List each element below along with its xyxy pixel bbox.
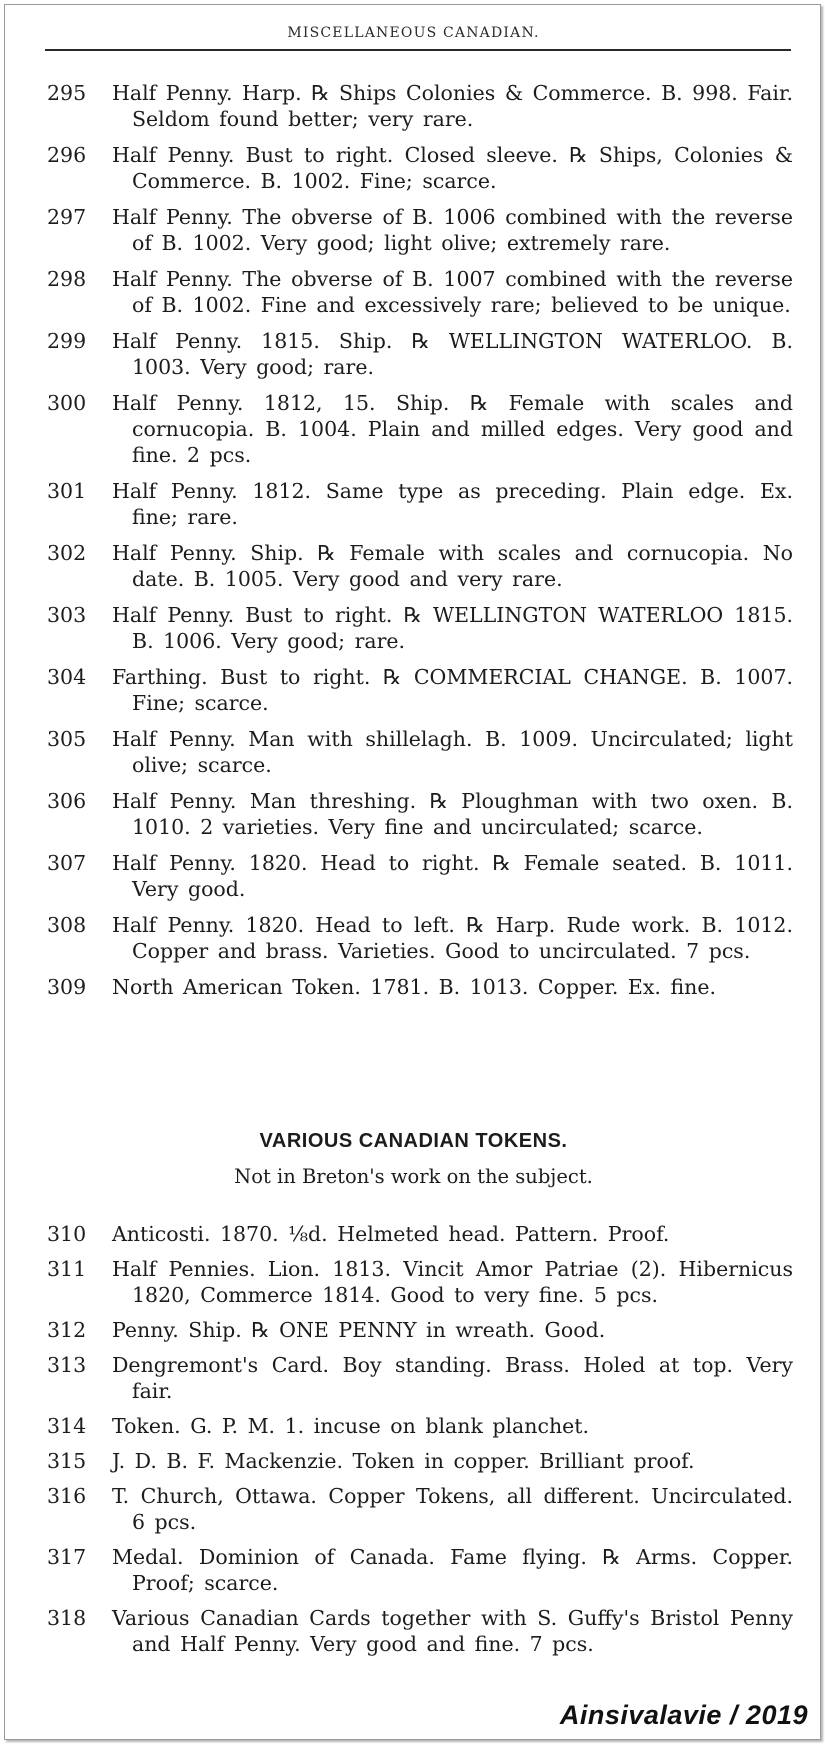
lot-number: 318	[47, 1606, 87, 1630]
watermark: Ainsivalavie / 2019	[559, 1700, 808, 1730]
lot-description: Farthing. Bust to right. ℞ COMMERCIAL CHANGE. B. 1007. Fine; scarce.	[112, 665, 793, 715]
lot-description: Half Pennies. Lion. 1813. Vincit Amor Patriae (2). Hibernicus 1820, Commerce 1814. Good to very fine. 5 pcs.	[112, 1257, 793, 1307]
lot-number: 298	[47, 267, 87, 291]
lot-number: 305	[47, 727, 87, 751]
lot-entry	[5, 478, 821, 530]
lot-entry	[5, 1483, 821, 1535]
lot-number: 300	[47, 391, 87, 415]
lot-entry	[5, 328, 821, 380]
lot-description: J. D. B. F. Mackenzie. Token in copper. Brilliant proof.	[112, 1449, 695, 1473]
lot-description: Half Penny. Man with shillelagh. B. 1009. Uncirculated; light olive; scarce.	[112, 727, 793, 777]
header-rule	[45, 49, 791, 51]
lot-number: 309	[47, 975, 87, 999]
lot-entry	[5, 602, 821, 654]
lot-number: 313	[47, 1353, 87, 1377]
lot-description: T. Church, Ottawa. Copper Tokens, all different. Uncirculated. 6 pcs.	[112, 1484, 793, 1534]
lot-entry	[5, 80, 821, 132]
lot-number: 306	[47, 789, 87, 813]
lot-number: 307	[47, 851, 87, 875]
lot-entry	[5, 266, 821, 318]
lot-description: Medal. Dominion of Canada. Fame flying. ℞ Arms. Copper. Proof; scarce.	[112, 1545, 793, 1595]
lot-entry	[5, 726, 821, 778]
lot-entry	[5, 390, 821, 468]
lot-number: 299	[47, 329, 87, 353]
lot-description: Various Canadian Cards together with S. Guffy's Bristol Penny and Half Penny. Very good and fine. 7 pcs.	[112, 1606, 793, 1656]
lot-entry	[5, 1605, 821, 1657]
lot-number: 308	[47, 913, 87, 937]
lot-description: North American Token. 1781. B. 1013. Copper. Ex. fine.	[112, 975, 716, 999]
lot-description: Half Penny. Ship. ℞ Female with scales and cornucopia. No date. B. 1005. Very good and very rare.	[112, 541, 793, 591]
section-subheading: Not in Breton's work on the subject.	[234, 1165, 593, 1188]
lot-entry	[5, 142, 821, 194]
lot-number: 312	[47, 1318, 87, 1342]
running-head: MISCELLANEOUS CANADIAN.	[287, 25, 540, 41]
lot-number: 297	[47, 205, 87, 229]
lot-description: Half Penny. 1812. Same type as preceding. Plain edge. Ex. fine; rare.	[112, 479, 793, 529]
lot-description: Penny. Ship. ℞ ONE PENNY in wreath. Good.	[112, 1318, 606, 1342]
lot-number: 315	[47, 1449, 87, 1473]
lot-description: Anticosti. 1870. ⅛d. Helmeted head. Pattern. Proof.	[112, 1222, 670, 1246]
lot-description: Half Penny. Bust to right. ℞ WELLINGTON WATERLOO 1815. B. 1006. Very good; rare.	[112, 603, 793, 653]
lot-number: 316	[47, 1484, 87, 1508]
lot-entry	[5, 788, 821, 840]
lot-description: Half Penny. Harp. ℞ Ships Colonies & Commerce. B. 998. Fair. Seldom found better; very rare.	[112, 81, 794, 131]
lot-entry	[5, 1448, 821, 1474]
lot-number: 303	[47, 603, 87, 627]
lot-entry	[5, 664, 821, 716]
lot-number: 302	[47, 541, 87, 565]
lot-entry	[5, 974, 821, 1000]
lot-number: 304	[47, 665, 87, 689]
lot-number: 317	[47, 1545, 87, 1569]
lot-description: Half Penny. The obverse of B. 1007 combined with the reverse of B. 1002. Fine and excessively rare; believed to be unique.	[112, 267, 793, 317]
lot-number: 314	[47, 1414, 87, 1438]
lot-entry	[5, 540, 821, 592]
lot-entry	[5, 912, 821, 964]
lot-description: Half Penny. 1812, 15. Ship. ℞ Female with scales and cornucopia. B. 1004. Plain and milled edges. Very good and fine. 2 pcs.	[112, 391, 793, 467]
lot-entry	[5, 1352, 821, 1404]
lot-list-various-tokens	[5, 1221, 821, 1666]
lot-description: Half Penny. Man threshing. ℞ Ploughman with two oxen. B. 1010. 2 varieties. Very fine and uncirculated; scarce.	[112, 789, 793, 839]
lot-number: 311	[47, 1257, 87, 1281]
lot-entry	[5, 1413, 821, 1439]
lot-entry	[5, 1544, 821, 1596]
lot-number: 296	[47, 143, 87, 167]
lot-description: Half Penny. 1815. Ship. ℞ WELLINGTON WATERLOO. B. 1003. Very good; rare.	[112, 329, 793, 379]
catalog-page	[4, 4, 821, 1740]
section-heading: VARIOUS CANADIAN TOKENS.	[259, 1130, 568, 1152]
lot-number: 301	[47, 479, 87, 503]
lot-description: Half Penny. 1820. Head to left. ℞ Harp. Rude work. B. 1012. Copper and brass. Varieties. Good to uncirculated. 7 pcs.	[112, 913, 793, 963]
lot-entry	[5, 850, 821, 902]
lot-description: Token. G. P. M. 1. incuse on blank planchet.	[112, 1414, 590, 1438]
lot-description: Half Penny. The obverse of B. 1006 combined with the reverse of B. 1002. Very good; light olive; extremely rare.	[112, 205, 793, 255]
lot-entry	[5, 1317, 821, 1343]
lot-entry	[5, 1221, 821, 1247]
lot-entry	[5, 204, 821, 256]
lot-list-miscellaneous	[5, 80, 821, 1010]
lot-number: 310	[47, 1222, 87, 1246]
lot-entry	[5, 1256, 821, 1308]
lot-description: Dengremont's Card. Boy standing. Brass. Holed at top. Very fair.	[112, 1353, 793, 1403]
lot-number: 295	[47, 81, 87, 105]
lot-description: Half Penny. 1820. Head to right. ℞ Female seated. B. 1011. Very good.	[112, 851, 793, 901]
lot-description: Half Penny. Bust to right. Closed sleeve. ℞ Ships, Colonies & Commerce. B. 1002. Fine; scarce.	[112, 143, 793, 193]
